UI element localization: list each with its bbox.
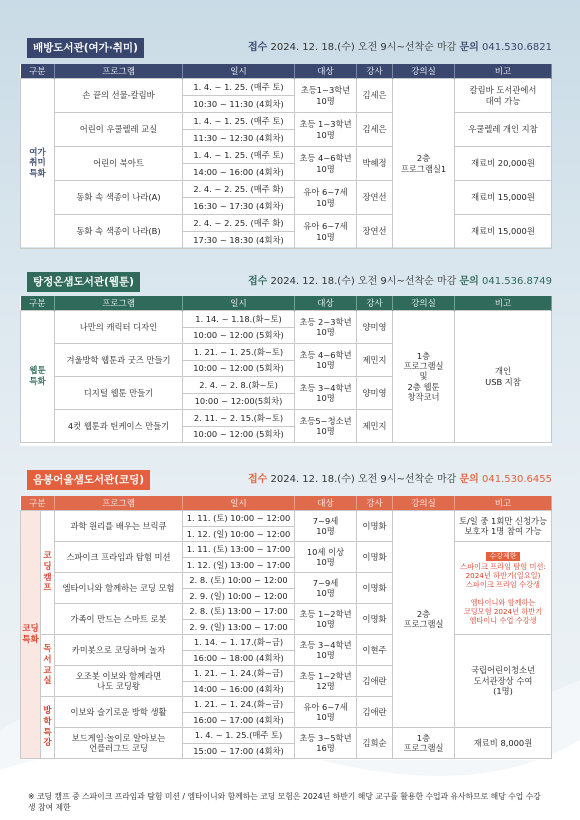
target-cell: 초등 1~2학년 10명 [295,604,357,635]
target-cell: 초등 4~6학년 10명 [295,147,357,181]
date-range: 1. 4. ~ 1. 25.(매주 토) [183,728,295,744]
date-range: 1. 4. ~ 1. 25. (매주 토) [183,147,295,164]
category-cell: 여가 취미 특화 [21,79,55,249]
program-name: 스파이크 프라임과 탐험 미션 [55,542,183,573]
target-cell: 초등 1~2학년 12명 [295,666,357,697]
note-cell: 수강제한 스파이크 프라임 탐험 미션: 2024년 하반기(일요일) 스파이크 프라임 수강생 엠타이니와 함께하는 코딩모험 2024년 하반기 엠타이니 수업 수강생 [455,542,552,635]
section-header-baebang [27,38,552,58]
program-name: 이보와 슬기로운 방학 생활 [55,697,183,728]
note-cell: 재료비 15,000원 [455,181,552,215]
target-cell: 유아 6~7세 10명 [295,181,357,215]
section-contact: 접수 2024. 12. 18.(수) 오전 9시~선착순 마감 문의 041.536.8749 [247,276,552,287]
time-range: 10:00 ~ 12:00 (5회차) [183,327,295,344]
table-row [21,215,552,232]
table-tangjeong [20,296,552,446]
date-range: 1. 14. ~ 1. 17.(화~금) [183,635,295,651]
table-row [21,181,552,198]
teacher-cell: 제민지 [357,410,393,443]
room-cell: 1층 프로그램실 및 2층 웹툰 창작코너 [393,311,455,443]
time-range: 1. 12. (일) 13:00 ~ 17:00 [183,557,295,573]
date-range: 1. 21. ~ 1. 24.(화~금) [183,666,295,682]
time-range: 11:30 ~ 12:30 (4회차) [183,130,295,147]
program-name: 어린이 우쿨렐레 교실 [55,113,183,147]
room-cell: 2층 프로그램실1 [393,79,455,249]
program-name: 가족이 만드는 스마트 로봇 [55,604,183,635]
program-name: 4컷 웹툰과 틴케이스 만들기 [55,410,183,443]
table-eumbong [20,496,552,760]
program-name: 손 끝의 선물-칼림바 [55,79,183,113]
table-row [21,511,552,527]
table-row [21,635,552,651]
time-range: 16:00 ~ 17:00 (4회차) [183,712,295,728]
section-title: 음봉어울샘도서관(코딩) [27,470,150,490]
date-range: 1. 21. ~ 1. 24.(화~금) [183,697,295,713]
date-range: 2. 11. ~ 2. 15.(화~토) [183,410,295,427]
target-cell: 초등1~3학년 10명 [295,79,357,113]
note-cell: 칼림바 도서관에서 대여 가능 [455,79,552,113]
time-range: 17:30 ~ 18:30 (4회차) [183,232,295,249]
target-cell: 7~9세 10명 [295,511,357,542]
date-range: 2. 4. ~ 2. 25. (매주 화) [183,215,295,232]
teacher-cell: 이명화 [357,604,393,635]
section-title: 배방도서관(여가·취미) [27,38,144,58]
table-header: 구분 프로그램 일시 대상 강사 강의실 비고 [21,296,552,311]
teacher-cell: 이명화 [357,542,393,573]
category-cell: 웹툰 특화 [21,311,55,443]
target-cell: 초등 1~3학년 10명 [295,113,357,147]
teacher-cell: 제민지 [357,344,393,377]
target-cell: 초등5~청소년 10명 [295,410,357,443]
teacher-cell: 양미영 [357,311,393,344]
date-range: 1. 14. ~ 1.18.(화~토) [183,311,295,328]
group-cell: 코딩 캠프 [41,511,55,635]
teacher-cell: 김애란 [357,697,393,728]
target-cell: 10세 이상 10명 [295,542,357,573]
room-cell: 1층 프로그램실 [393,728,455,759]
program-name: 겨울방학 웹툰과 굿즈 만들기 [55,344,183,377]
time-range: 10:00 ~ 12:00 (5회차) [183,426,295,443]
date-range: 1. 11. (토) 13:00 ~ 17:00 [183,542,295,558]
note-cell: 토/일 중 1회만 신청가능 보호자 1명 참여 가능 [455,511,552,542]
date-range: 1. 4. ~ 1. 25. (매주 토) [183,79,295,96]
table-header: 구분 프로그램 일시 대상 강사 강의실 비고 [21,64,552,79]
time-range: 14:00 ~ 16:00 (4회차) [183,164,295,181]
program-name: 카미봇으로 코딩하며 놀자 [55,635,183,666]
table-baebang [20,64,552,247]
date-range: 1. 4. ~ 1. 25. (매주 토) [183,113,295,130]
date-range: 1. 21. ~ 1. 25.(화~토) [183,344,295,361]
target-cell: 초등 3~4학년 10명 [295,635,357,666]
program-name: 오조봇 이보와 함께라면 나도 코딩왕 [55,666,183,697]
note-cell: 재료비 20,000원 [455,147,552,181]
program-name: 동화 속 색종이 나라(B) [55,215,183,249]
teacher-cell: 이명화 [357,511,393,542]
table-row [21,147,552,164]
note-cell: 우쿨렐레 개인 지참 [455,113,552,147]
date-range: 2. 8. (토) 13:00 ~ 17:00 [183,604,295,620]
program-name: 동화 속 색종이 나라(A) [55,181,183,215]
teacher-cell: 이현주 [357,635,393,666]
time-range: 2. 9. (일) 10:00 ~ 12:00 [183,588,295,604]
teacher-cell: 김세은 [357,79,393,113]
note-cell: 재료비 15,000원 [455,215,552,249]
target-cell: 초등 2~3학년 10명 [295,311,357,344]
time-range: 10:00 ~ 12:00(5회차) [183,393,295,410]
time-range: 15:00 ~ 17:00 (4회차) [183,743,295,759]
date-range: 2. 8. (토) 10:00 ~ 12:00 [183,573,295,589]
table-row [21,542,552,558]
section-header-tangjeong [27,272,552,292]
section-title: 탕정온샘도서관(웹툰) [27,272,140,292]
target-cell: 유아 6~7세 10명 [295,697,357,728]
program-name: 과학 원리를 배우는 브릭큐 [55,511,183,542]
group-cell: 독서 교실 [41,635,55,697]
table-row [21,79,552,96]
program-name: 보드게임·놀이로 알아보는 언플러그드 코딩 [55,728,183,759]
target-cell: 유아 6~7세 10명 [295,215,357,249]
date-range: 1. 11. (토) 10:00 ~ 12:00 [183,511,295,527]
teacher-cell: 장연선 [357,181,393,215]
target-cell: 초등 3~5학년 16명 [295,728,357,759]
teacher-cell: 박혜정 [357,147,393,181]
target-cell: 7~9세 10명 [295,573,357,604]
target-cell: 초등 4~6학년 10명 [295,344,357,377]
teacher-cell: 이명화 [357,573,393,604]
time-range: 10:30 ~ 11:30 (4회차) [183,96,295,113]
program-name: 어린이 북아트 [55,147,183,181]
section-contact: 접수 2024. 12. 18.(수) 오전 9시~선착순 마감 문의 041.530.6455 [247,474,552,485]
time-range: 2. 9. (일) 13:00 ~ 17:00 [183,619,295,635]
program-name: 디지털 웹툰 만들기 [55,377,183,410]
teacher-cell: 양미영 [357,377,393,410]
teacher-cell: 김애란 [357,666,393,697]
time-range: 14:00 ~ 16:00 (4회차) [183,681,295,697]
note-cell: 재료비 8,000원 [455,728,552,759]
room-cell: 2층 프로그램실 [393,511,455,728]
time-range: 10:00 ~ 12:00 (5회차) [183,360,295,377]
table-row [21,728,552,744]
group-cell: 방학 특강 [41,697,55,759]
program-name: 엠타이니와 함께하는 코딩 모험 [55,573,183,604]
teacher-cell: 김세은 [357,113,393,147]
restriction-label: 수강제한 [486,552,519,561]
teacher-cell: 장연선 [357,215,393,249]
table-header: 구분 프로그램 일시 대상 강사 강의실 비고 [21,496,552,511]
time-range: 16:30 ~ 17:30 (4회차) [183,198,295,215]
footnote: ※ 코딩 캠프 중 스파이크 프라임과 탐험 미션 / 엠타이니와 함께하는 코딩 모험은 2024년 하반기 해당 교구를 활용한 수업과 유사하므로 해당 수업 수강생 참여 제한 [28,792,541,812]
note-cell: 개인 USB 지참 [455,311,552,443]
program-name: 나만의 캐릭터 디자인 [55,311,183,344]
time-range: 1. 12. (일) 10:00 ~ 12:00 [183,526,295,542]
category-cell: 코딩 특화 [21,511,41,759]
table-row [21,311,552,328]
section-header-eumbong [27,470,552,490]
teacher-cell: 김희순 [357,728,393,759]
time-range: 16:00 ~ 18:00 (4회차) [183,650,295,666]
target-cell: 초등 3~4학년 10명 [295,377,357,410]
table-row [21,113,552,130]
note-cell: 국립어린이청소년 도서관장상 수여 (1명) [455,635,552,728]
date-range: 2. 4. ~ 2. 8.(화~토) [183,377,295,394]
date-range: 2. 4. ~ 2. 25. (매주 화) [183,181,295,198]
section-contact: 접수 2024. 12. 18.(수) 오전 9시~선착순 마감 문의 041.530.6821 [247,42,552,53]
